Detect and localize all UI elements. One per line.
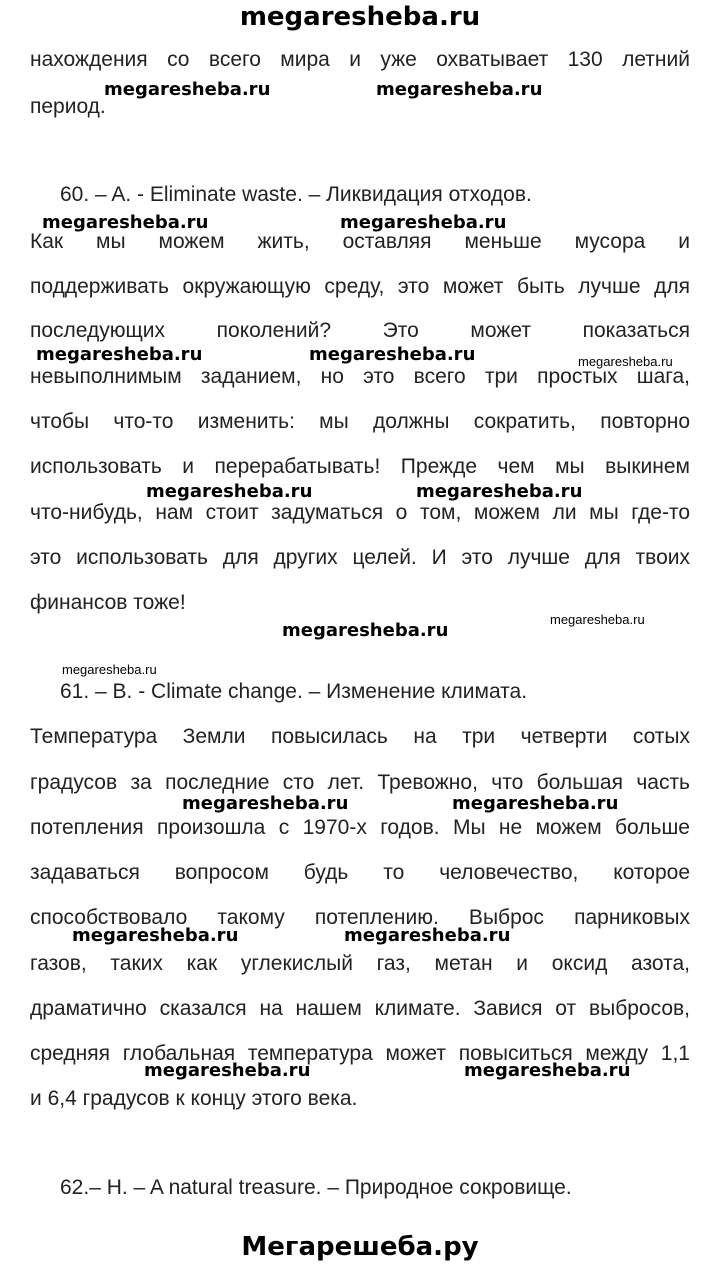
section-61-line: драматично сказался на нашем климате. Завися от выбросов, (30, 997, 690, 1020)
watermark: megaresheba.ru (309, 344, 476, 365)
section-61-line: Температура Земли повысилась на три четверти сотых (30, 725, 690, 748)
section-60-line: финансов тоже! (30, 591, 186, 614)
watermark: megaresheba.ru (182, 793, 349, 814)
intro-line: период. (30, 95, 106, 118)
watermark: megaresheba.ru (550, 612, 645, 627)
watermark: megaresheba.ru (578, 354, 673, 369)
watermark: megaresheba.ru (340, 212, 507, 233)
section-61-heading: 61. – B. - Climate change. – Изменение климата. (60, 680, 528, 703)
page-header-site: megaresheba.ru (239, 2, 481, 32)
section-61-line: потепления произошла с 1970-х годов. Мы не можем больше (30, 816, 690, 839)
watermark: megaresheba.ru (416, 481, 583, 502)
watermark: megaresheba.ru (42, 212, 209, 233)
section-61-line: газов, таких как углекислый газ, метан и оксид азота, (30, 952, 690, 975)
section-60-line: невыполнимым заданием, но это всего три простых шага, (30, 365, 690, 388)
section-60-heading: 60. – A. - Eliminate waste. – Ликвидация отходов. (60, 183, 532, 206)
section-60-line: что-нибудь, нам стоит задуматься о том, можем ли мы где-то (30, 501, 690, 524)
watermark: megaresheba.ru (282, 620, 449, 641)
watermark: megaresheba.ru (464, 1060, 631, 1081)
watermark: megaresheba.ru (146, 481, 313, 502)
watermark: megaresheba.ru (452, 793, 619, 814)
section-61-line: градусов за последние сто лет. Тревожно, что большая часть (30, 771, 690, 794)
watermark: megaresheba.ru (104, 79, 271, 100)
watermark: megaresheba.ru (72, 925, 239, 946)
watermark: megaresheba.ru (376, 79, 543, 100)
section-60-line: Как мы можем жить, оставляя меньше мусора и (30, 230, 690, 253)
watermark: megaresheba.ru (36, 344, 203, 365)
section-61-line: и 6,4 градусов к концу этого века. (30, 1087, 358, 1110)
watermark: megaresheba.ru (144, 1060, 311, 1081)
page-footer-site: Мегарешеба.ру (241, 1232, 479, 1262)
section-60-line: это использовать для других целей. И это лучше для твоих (30, 546, 690, 569)
intro-line: нахождения со всего мира и уже охватывает 130 летний (30, 48, 690, 71)
section-61-line: способствовало такому потеплению. Выброс парниковых (30, 906, 690, 929)
section-61-line: средняя глобальная температура может повыситься между 1,1 (30, 1042, 690, 1065)
section-60-line: последующих поколений? Это может показаться (30, 319, 690, 342)
section-60-line: чтобы что-то изменить: мы должны сократить, повторно (30, 410, 690, 433)
section-61-line: задаваться вопросом будь то человечество, которое (30, 861, 690, 884)
watermark: megaresheba.ru (344, 925, 511, 946)
section-60-line: использовать и перерабатывать! Прежде чем мы выкинем (30, 455, 690, 478)
section-60-line: поддерживать окружающую среду, это может быть лучше для (30, 275, 690, 298)
watermark: megaresheba.ru (62, 662, 157, 677)
section-62-heading: 62.– H. – A natural treasure. – Природное сокровище. (60, 1176, 572, 1199)
